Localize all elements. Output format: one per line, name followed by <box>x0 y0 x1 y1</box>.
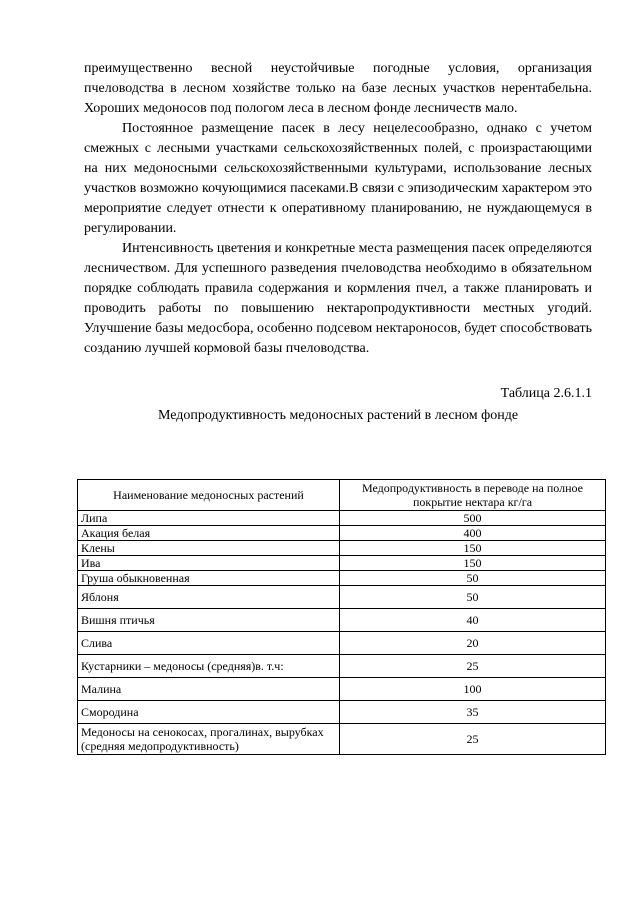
document-page <box>84 59 592 426</box>
plant-name-cell: Вишня птичья <box>78 609 340 632</box>
productivity-cell: 500 <box>340 511 606 526</box>
productivity-cell: 400 <box>340 526 606 541</box>
table-row <box>78 609 606 632</box>
table-row <box>78 526 606 541</box>
plant-name-cell: Медоносы на сенокосах, прогалинах, вырубках (средняя медопродуктивность) <box>78 724 340 755</box>
productivity-cell: 25 <box>340 655 606 678</box>
plant-name-cell: Ива <box>78 556 340 571</box>
plant-name-cell: Кустарники – медоносы (средняя)в. т.ч: <box>78 655 340 678</box>
productivity-cell: 20 <box>340 632 606 655</box>
plant-name-cell: Липа <box>78 511 340 526</box>
table-row <box>78 571 606 586</box>
productivity-cell: 50 <box>340 571 606 586</box>
table-row <box>78 701 606 724</box>
header-plant-name: Наименование медоносных растений <box>78 480 340 511</box>
table-row <box>78 541 606 556</box>
plant-name-cell: Груша обыкновенная <box>78 571 340 586</box>
plant-name-cell: Акация белая <box>78 526 340 541</box>
productivity-cell: 50 <box>340 586 606 609</box>
plant-name-cell: Слива <box>78 632 340 655</box>
plant-name-cell: Яблоня <box>78 586 340 609</box>
plant-name-cell: Клены <box>78 541 340 556</box>
table-row <box>78 511 606 526</box>
honey-productivity-table <box>77 479 606 755</box>
productivity-cell: 100 <box>340 678 606 701</box>
table-row <box>78 556 606 571</box>
table-header-row <box>78 480 606 511</box>
productivity-cell: 40 <box>340 609 606 632</box>
table-caption: Таблица 2.6.1.1 <box>500 386 592 401</box>
productivity-cell: 25 <box>340 724 606 755</box>
table-title: Медопродуктивность медоносных растений в лесном фонде <box>157 408 519 423</box>
table-row <box>78 678 606 701</box>
plant-name-cell: Смородина <box>78 701 340 724</box>
table-row <box>78 632 606 655</box>
productivity-cell: 35 <box>340 701 606 724</box>
productivity-cell: 150 <box>340 541 606 556</box>
productivity-cell: 150 <box>340 556 606 571</box>
header-productivity: Медопродуктивность в переводе на полное покрытие нектара кг/га <box>340 480 606 511</box>
paragraph-3: Интенсивность цветения и конкретные места размещения пасек определяются лесничеством. Для успешного разведения пчеловодства необходимо в обязательном порядке соблюдать правила содержания и кормления пчел, а также планировать и проводить работы по повышению нектаропродуктивности местных угодий. Улучшение базы медосбора, особенно подсевом нектароносов, будет способствовать созданию лучшей кормовой базы пчеловодства. <box>84 241 592 356</box>
paragraph-2: Постоянное размещение пасек в лесу нецелесообразно, однако с учетом смежных с лесными участками сельскохозяйственных полей, с произрастающими на них медоносными сельскохозяйственными культурами, использование лесных участков возможно кочующимися пасеками.В связи с эпизодическим характером это мероприятие следует отнести к оперативному планированию, не нуждающемуся в регулировании. <box>84 121 592 236</box>
table-row <box>78 586 606 609</box>
table-row <box>78 655 606 678</box>
paragraph-1: преимущественно весной неустойчивые погодные условия, организация пчеловодства в лесном хозяйстве только на базе лесных участков нерентабельна. Хороших медоносов под пологом леса в лесном фонде лесничеств мало. <box>84 61 592 116</box>
table-row <box>78 724 606 755</box>
plant-name-cell: Малина <box>78 678 340 701</box>
